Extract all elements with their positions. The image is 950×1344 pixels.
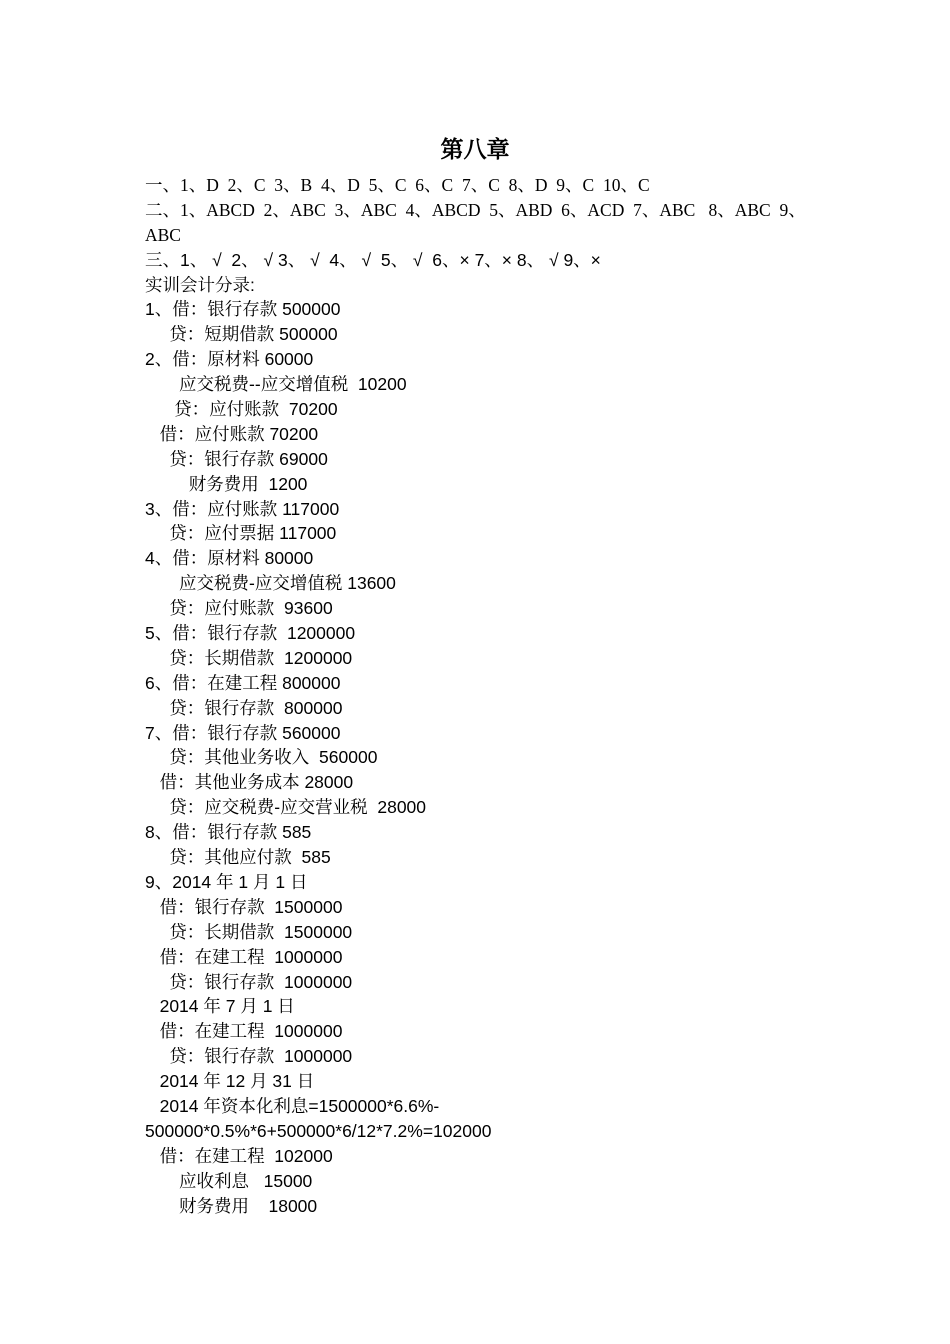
text-line: 三、1、 √ 2、 √ 3、 √ 4、 √ 5、 √ 6、× 7、× 8、 √ 9、× — [145, 249, 601, 270]
text-line: 2014 年 7 月 1 日 — [145, 996, 295, 1017]
text-line: 贷：应交税费-应交营业税 28000 — [145, 797, 427, 818]
text-line: 4、借：原材料 80000 — [145, 548, 314, 569]
text-line: 贷：应付票据 117000 — [145, 523, 337, 544]
text-line: 3、借：应付账款 117000 — [145, 498, 340, 519]
text-line: 贷：应付账款 70200 — [145, 399, 338, 420]
text-line: 借：应付账款 70200 — [145, 423, 319, 444]
text-line: 5、借：银行存款 1200000 — [145, 623, 356, 644]
text-line: 2014 年资本化利息=1500000*6.6%- — [145, 1095, 440, 1116]
text-line: 7、借：银行存款 560000 — [145, 722, 341, 743]
text-line: 借：在建工程 1000000 — [145, 946, 343, 967]
text-line: 贷：应付账款 93600 — [145, 598, 333, 619]
text-line: 贷：短期借款 500000 — [145, 324, 338, 345]
text-line: 贷：银行存款 1000000 — [145, 1046, 353, 1067]
text-line: 贷：其他业务收入 560000 — [145, 747, 378, 768]
text-line: 二、1、ABCD 2、ABC 3、ABC 4、ABCD 5、ABD 6、ACD 7、ABC 8、ABC 9、 — [145, 199, 806, 220]
text-line: 贷：其他应付款 585 — [145, 847, 331, 868]
text-line: 6、借：在建工程 800000 — [145, 672, 341, 693]
text-line: 财务费用 1200 — [145, 473, 308, 494]
text-line: 应交税费--应交增值税 10200 — [145, 374, 407, 395]
text-line: 1、借：银行存款 500000 — [145, 299, 341, 320]
text-line: 借：其他业务成本 28000 — [145, 772, 354, 793]
text-line: ABC — [145, 224, 181, 245]
page-title: 第八章 — [440, 137, 510, 163]
text-line: 借：在建工程 102000 — [145, 1145, 333, 1166]
text-line: 应交税费-应交增值税 13600 — [145, 573, 396, 594]
text-line: 借：银行存款 1500000 — [145, 896, 343, 917]
document-body — [145, 173, 835, 1218]
text-line: 贷：长期借款 1500000 — [145, 921, 353, 942]
text-line: 2014 年 12 月 31 日 — [145, 1071, 315, 1092]
text-line: 实训会计分录: — [145, 274, 255, 295]
text-line: 贷：银行存款 1000000 — [145, 971, 353, 992]
text-line: 2、借：原材料 60000 — [145, 349, 314, 370]
text-line: 8、借：银行存款 585 — [145, 822, 312, 843]
text-line: 贷：银行存款 69000 — [145, 448, 328, 469]
text-line: 一、1、D 2、C 3、B 4、D 5、C 6、C 7、C 8、D 9、C 10、C — [145, 175, 650, 195]
text-line: 500000*0.5%*6+500000*6/12*7.2%=102000 — [145, 1120, 492, 1141]
text-line: 借：在建工程 1000000 — [145, 1021, 343, 1042]
text-line: 贷：长期借款 1200000 — [145, 647, 353, 668]
text-line: 财务费用 18000 — [145, 1195, 318, 1216]
text-line: 贷：银行存款 800000 — [145, 697, 343, 718]
text-line: 9、2014 年 1 月 1 日 — [145, 871, 308, 892]
text-line: 应收利息 15000 — [145, 1170, 313, 1191]
